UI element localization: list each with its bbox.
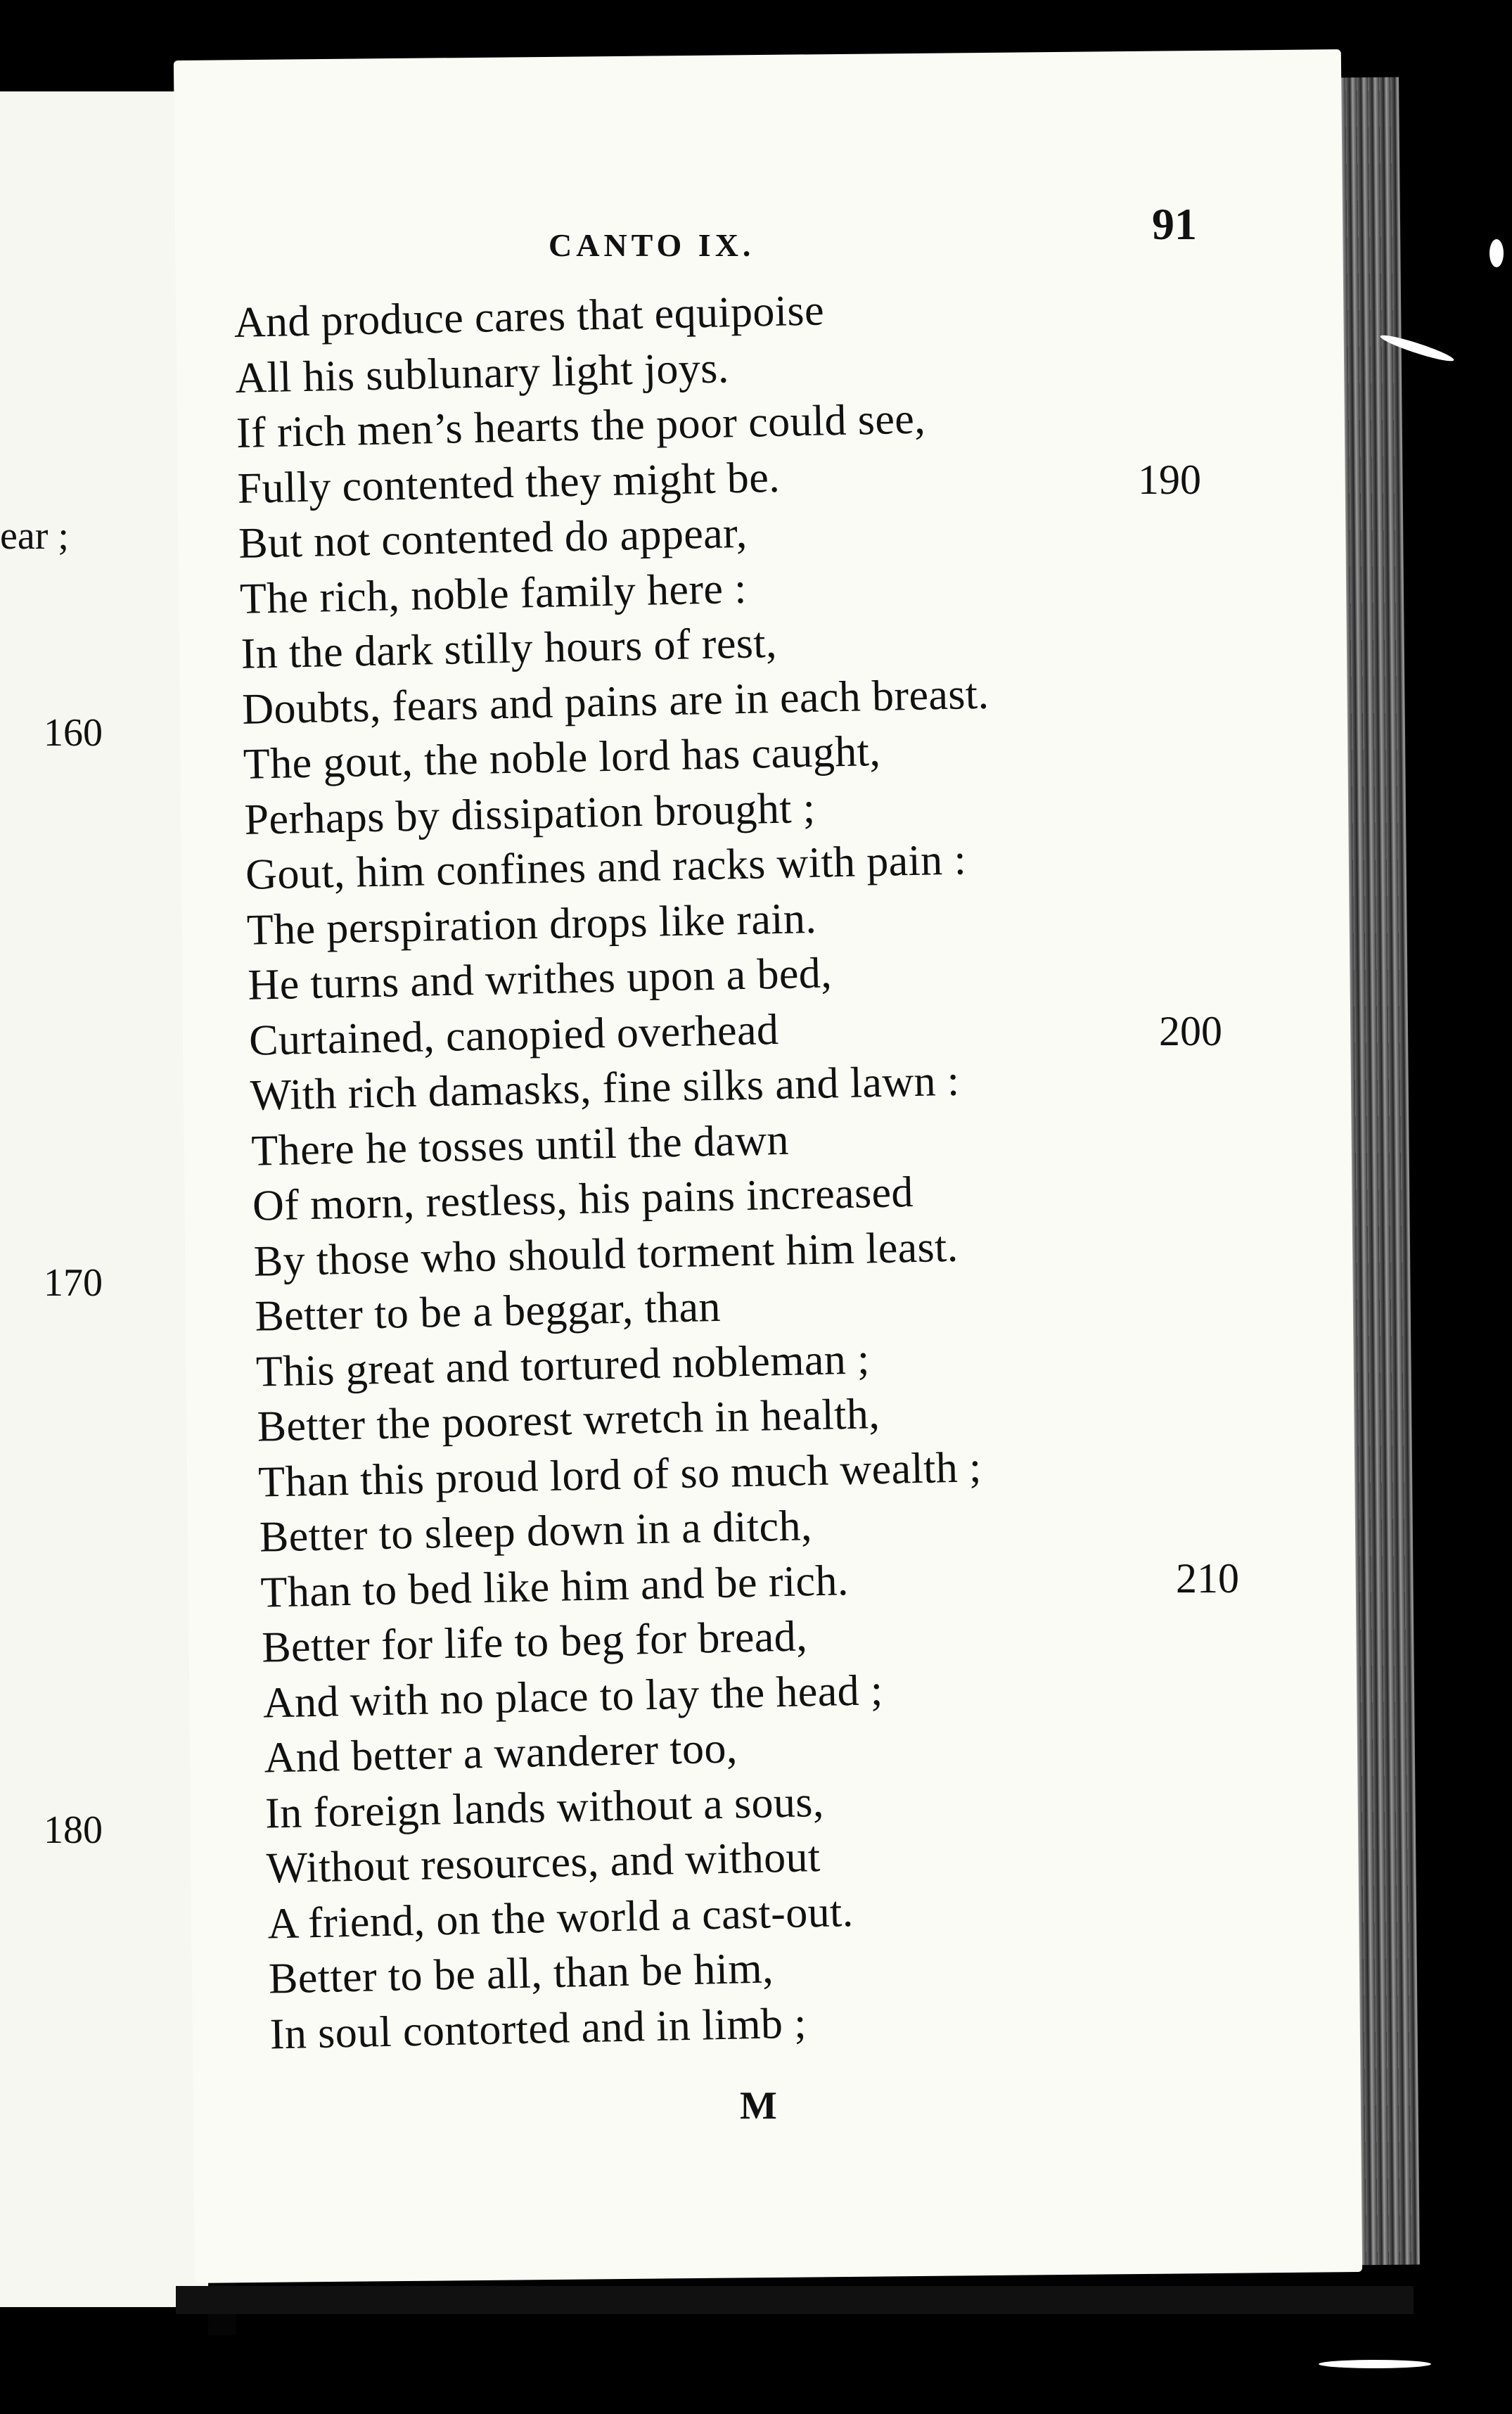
verse-line: Than this proud lord of so much wealth ; — [257, 1443, 982, 1507]
verse-line: Better for life to beg for bread, — [261, 1612, 808, 1672]
verse-line: In the dark stilly hours of rest, — [240, 618, 778, 678]
verse-line: This great and tortured nobleman ; — [255, 1334, 871, 1396]
verse-line: And produce cares that equipoise — [233, 286, 825, 347]
verse-line: All his sublunary light joys. — [234, 343, 730, 402]
verse-block — [233, 275, 1255, 2062]
line-number-200: 200 — [1159, 1008, 1222, 1054]
verse-line: Better to be all, than be him, — [268, 1944, 774, 2003]
left-page-line-number-160: 160 — [44, 711, 103, 755]
verse-line: In soul contorted and in limb ; — [269, 1998, 807, 2058]
verse-line: With rich damasks, fine silks and lawn : — [250, 1056, 961, 1120]
verse-line: And better a wanderer too, — [263, 1724, 738, 1782]
verse-line: By those who should torment him least. — [253, 1222, 959, 1286]
left-page-line-fragment: ear ; — [0, 514, 69, 558]
verse-line: Gout, him confines and racks with pain : — [245, 836, 967, 899]
verse-line: Better the poorest wretch in health, — [256, 1390, 880, 1451]
verse-line: He turns and writhes upon a bed, — [247, 949, 833, 1009]
page-number: 91 — [1152, 199, 1197, 249]
verse-line: And with no place to lay the head ; — [262, 1666, 884, 1728]
left-page-line-number-180: 180 — [44, 1808, 103, 1852]
verse-line: Better to be a beggar, than — [254, 1282, 722, 1341]
verse-line: In foreign lands without a sous, — [264, 1777, 825, 1838]
verse-line: If rich men’s hearts the poor could see, — [236, 395, 926, 457]
verse-line: Better to sleep down in a ditch, — [259, 1502, 813, 1562]
verse-line: Doubts, fears and pains are in each breast. — [241, 670, 989, 734]
running-head: CANTO IX. — [549, 227, 755, 263]
verse-line: The rich, noble family here : — [239, 564, 748, 623]
bottom-shadow — [176, 2286, 1414, 2314]
scan-speck — [1489, 239, 1504, 267]
signature-mark: M — [740, 2084, 777, 2128]
verse-line: But not contented do appear, — [238, 509, 748, 568]
verse-line: The perspiration drops like rain. — [246, 894, 817, 954]
left-page-line-number-170: 170 — [44, 1261, 103, 1305]
line-number-210: 210 — [1176, 1555, 1239, 1602]
verse-line: Curtained, canopied overhead — [248, 1005, 779, 1065]
verse-line: Perhaps by dissipation brought ; — [243, 784, 816, 844]
scan-speck — [1319, 2360, 1431, 2368]
verse-line: There he tosses until the dawn — [250, 1116, 790, 1175]
verse-line: Than to bed like him and be rich. — [260, 1556, 850, 1617]
line-number-190: 190 — [1138, 456, 1201, 503]
verse-line: Fully contented they might be. — [237, 453, 781, 513]
verse-line: Of morn, restless, his pains increased — [252, 1168, 914, 1230]
verse-line: A friend, on the world a cast-out. — [267, 1887, 854, 1948]
verse-line: The gout, the noble lord has caught, — [243, 727, 881, 788]
verse-line: Without resources, and without — [266, 1833, 821, 1893]
